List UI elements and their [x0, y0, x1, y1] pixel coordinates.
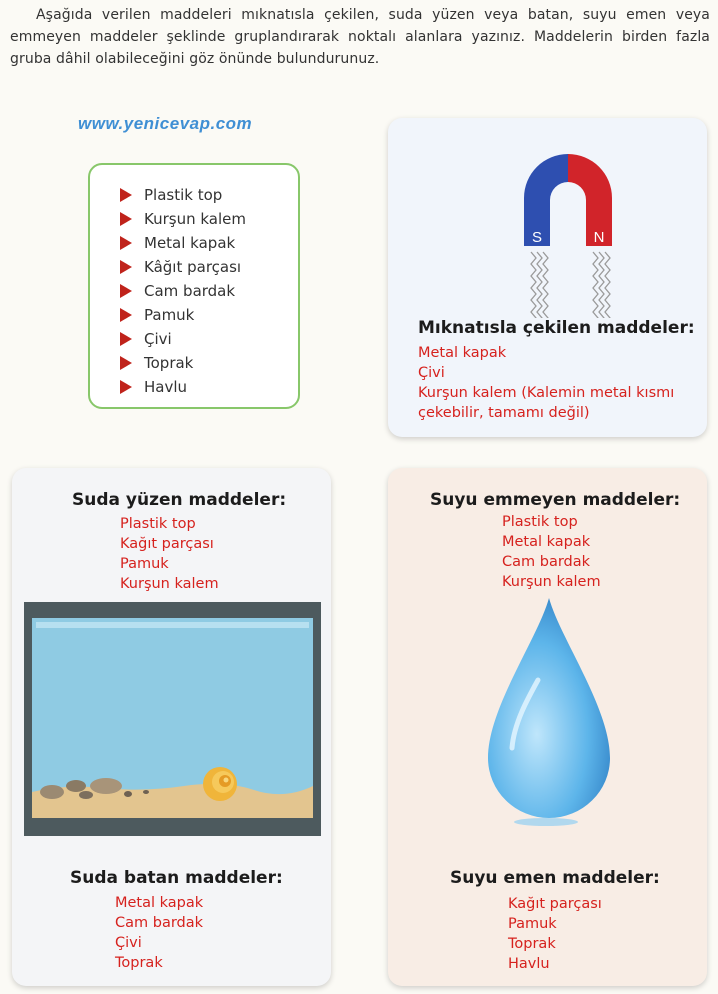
triangle-bullet-icon — [120, 188, 132, 202]
item-list-box — [88, 163, 300, 409]
answer-item: Çivi — [418, 365, 445, 381]
triangle-bullet-icon — [120, 332, 132, 346]
list-item-label: Kâğıt parçası — [144, 258, 242, 276]
sinking-heading: Suda batan maddeler: — [70, 868, 283, 888]
answer-item: Metal kapak — [115, 895, 204, 911]
list-item-label: Çivi — [144, 330, 172, 348]
answer-item: Plastik top — [502, 514, 578, 530]
answer-item: Kurşun kalem — [502, 574, 601, 590]
seashell-icon — [203, 767, 237, 801]
answer-item: Kurşun kalem — [120, 576, 219, 592]
magnet-pole-n: N — [593, 229, 605, 246]
absorbing-heading: Suyu emen maddeler: — [450, 868, 660, 888]
sinking-answers — [115, 893, 203, 973]
list-item-label: Plastik top — [144, 186, 223, 204]
list-item — [120, 207, 298, 231]
list-item-label: Kurşun kalem — [144, 210, 246, 228]
answer-item: çekebilir, tamamı değil) — [418, 405, 590, 421]
magnet-icon — [388, 118, 707, 318]
non-absorbing-answers — [502, 512, 601, 592]
triangle-bullet-icon — [120, 356, 132, 370]
answer-item: Toprak — [508, 936, 556, 952]
list-item — [120, 303, 298, 327]
answer-item: Cam bardak — [115, 915, 204, 931]
triangle-bullet-icon — [120, 284, 132, 298]
answer-item: Plastik top — [120, 516, 196, 532]
answer-item: Metal kapak — [418, 345, 507, 361]
answer-item: Metal kapak — [502, 534, 591, 550]
list-item — [120, 375, 298, 399]
absorbing-answers — [508, 894, 602, 974]
list-item-label: Metal kapak — [144, 234, 236, 252]
answer-item: Kağıt parçası — [508, 896, 602, 912]
answer-item: Cam bardak — [502, 554, 591, 570]
instruction-text: Aşağıda verilen maddeleri mıknatısla çekilen, suda yüzen veya batan, suyu emen veya emmeyen maddeler şeklinde gruplandırarak noktalı alanlara yazınız. Maddelerin birden fazla gruba dâhil olabileceğini göz önünde bulundurunuz. — [10, 7, 710, 67]
answer-item: Pamuk — [508, 916, 557, 932]
answer-item: Havlu — [508, 956, 550, 972]
magnetic-field-lines — [531, 252, 610, 318]
answer-item: Çivi — [115, 935, 142, 951]
non-absorbing-heading: Suyu emmeyen maddeler: — [430, 490, 681, 510]
list-item — [120, 351, 298, 375]
list-item — [120, 279, 298, 303]
triangle-bullet-icon — [120, 308, 132, 322]
triangle-bullet-icon — [120, 212, 132, 226]
triangle-bullet-icon — [120, 236, 132, 250]
magnet-answers — [418, 343, 674, 423]
watermark: www.yenicevap.com — [78, 114, 253, 133]
list-item-label: Toprak — [144, 354, 194, 372]
answer-item: Pamuk — [120, 556, 169, 572]
floating-heading: Suda yüzen maddeler: — [72, 490, 287, 510]
answer-item: Kurşun kalem (Kalemin metal kısmı — [418, 385, 675, 401]
list-item — [120, 327, 298, 351]
list-item-label: Cam bardak — [144, 282, 236, 300]
float-sink-card — [12, 468, 331, 986]
list-item-label: Havlu — [144, 378, 188, 396]
magnet-heading: Mıknatısla çekilen maddeler: — [418, 318, 695, 338]
answer-item: Kağıt parçası — [120, 536, 214, 552]
floating-answers — [120, 514, 219, 594]
item-list — [90, 165, 298, 399]
triangle-bullet-icon — [120, 260, 132, 274]
magnet-card — [388, 118, 707, 437]
list-item — [120, 255, 298, 279]
list-item-label: Pamuk — [144, 306, 195, 324]
answer-item: Toprak — [115, 955, 163, 971]
triangle-bullet-icon — [120, 380, 132, 394]
list-item — [120, 183, 298, 207]
magnet-pole-s: S — [531, 229, 543, 246]
list-item — [120, 231, 298, 255]
aquarium-image — [24, 602, 321, 836]
absorb-card — [388, 468, 707, 986]
water-drop-icon — [388, 598, 707, 838]
